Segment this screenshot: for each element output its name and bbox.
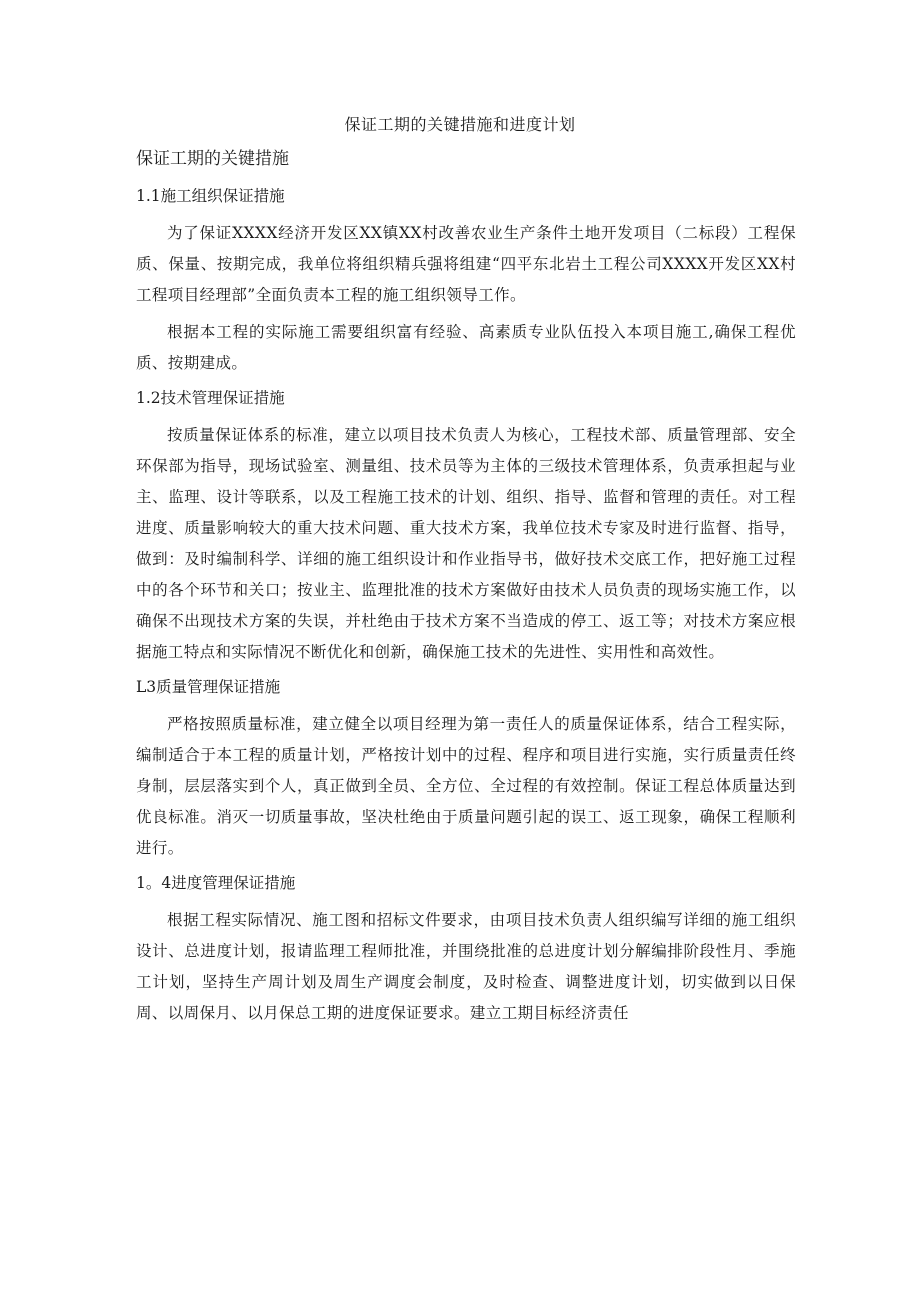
subsection-heading-1-1: 1.1施工组织保证措施 — [136, 187, 285, 205]
subsection-heading-1-3: L3质量管理保证措施 — [136, 678, 281, 696]
paragraph: 根据本工程的实际施工需要组织富有经验、高素质专业队伍投入本项目施工,确保工程优质、按期建成。 — [136, 323, 796, 372]
subsection-heading-1-4: 1。4进度管理保证措施 — [136, 874, 296, 892]
document-body — [136, 183, 796, 1035]
section-title: 保证工期的关键措施 — [136, 149, 289, 169]
paragraph: 根据工程实际情况、施工图和招标文件要求，由项目技术负责人组织编写详细的施工组织设计、总进度计划，报请监理工程师批准，并围绕批准的总进度计划分解编排阶段性月、季施工计划，坚持生产周计划及周生产调度会制度，及时检查、调整进度计划，切实做到以日保周、以周保月、以月保总工期的进度保证要求。建立工期目标经济责任 — [136, 911, 796, 1022]
document-title: 保证工期的关键措施和进度计划 — [344, 115, 576, 134]
paragraph: 按质量保证体系的标准，建立以项目技术负责人为核心，工程技术部、质量管理部、安全环保部为指导，现场试验室、测量组、技术员等为主体的三级技术管理体系，负责承担起与业主、监理、设计等联系，以及工程施工技术的计划、组织、指导、监督和管理的责任。对工程进度、质量影响较大的重大技术问题、重大技术方案，我单位技术专家及时进行监督、指导，做到：及时编制科学、详细的施工组织设计和作业指导书，做好技术交底工作，把好施工过程中的各个环节和关口；按业主、监理批准的技术方案做好由技术人员负责的现场实施工作，以确保不出现技术方案的失误，并杜绝由于技术方案不当造成的停工、返工等；对技术方案应根据施工特点和实际情况不断优化和创新，确保施工技术的先进性、实用性和高效性。 — [136, 426, 796, 661]
paragraph: 为了保证XXXX经济开发区XX镇XX村改善农业生产条件土地开发项目（二标段）工程保质、保量、按期完成，我单位将组织精兵强将组建“四平东北岩土工程公司XXXX开发区XX村工程项目经理部”全面负责本工程的施工组织领导工作。 — [136, 224, 796, 304]
paragraph: 严格按照质量标准，建立健全以项目经理为第一责任人的质量保证体系，结合工程实际，编制适合于本工程的质量计划，严格按计划中的过程、程序和项目进行实施，实行质量责任终身制，层层落实到个人，真正做到全员、全方位、全过程的有效控制。保证工程总体质量达到优良标准。消灭一切质量事故，坚决杜绝由于质量问题引起的误工、返工现象，确保工程顺利进行。 — [136, 715, 796, 857]
subsection-heading-1-2: 1.2技术管理保证措施 — [136, 389, 285, 407]
